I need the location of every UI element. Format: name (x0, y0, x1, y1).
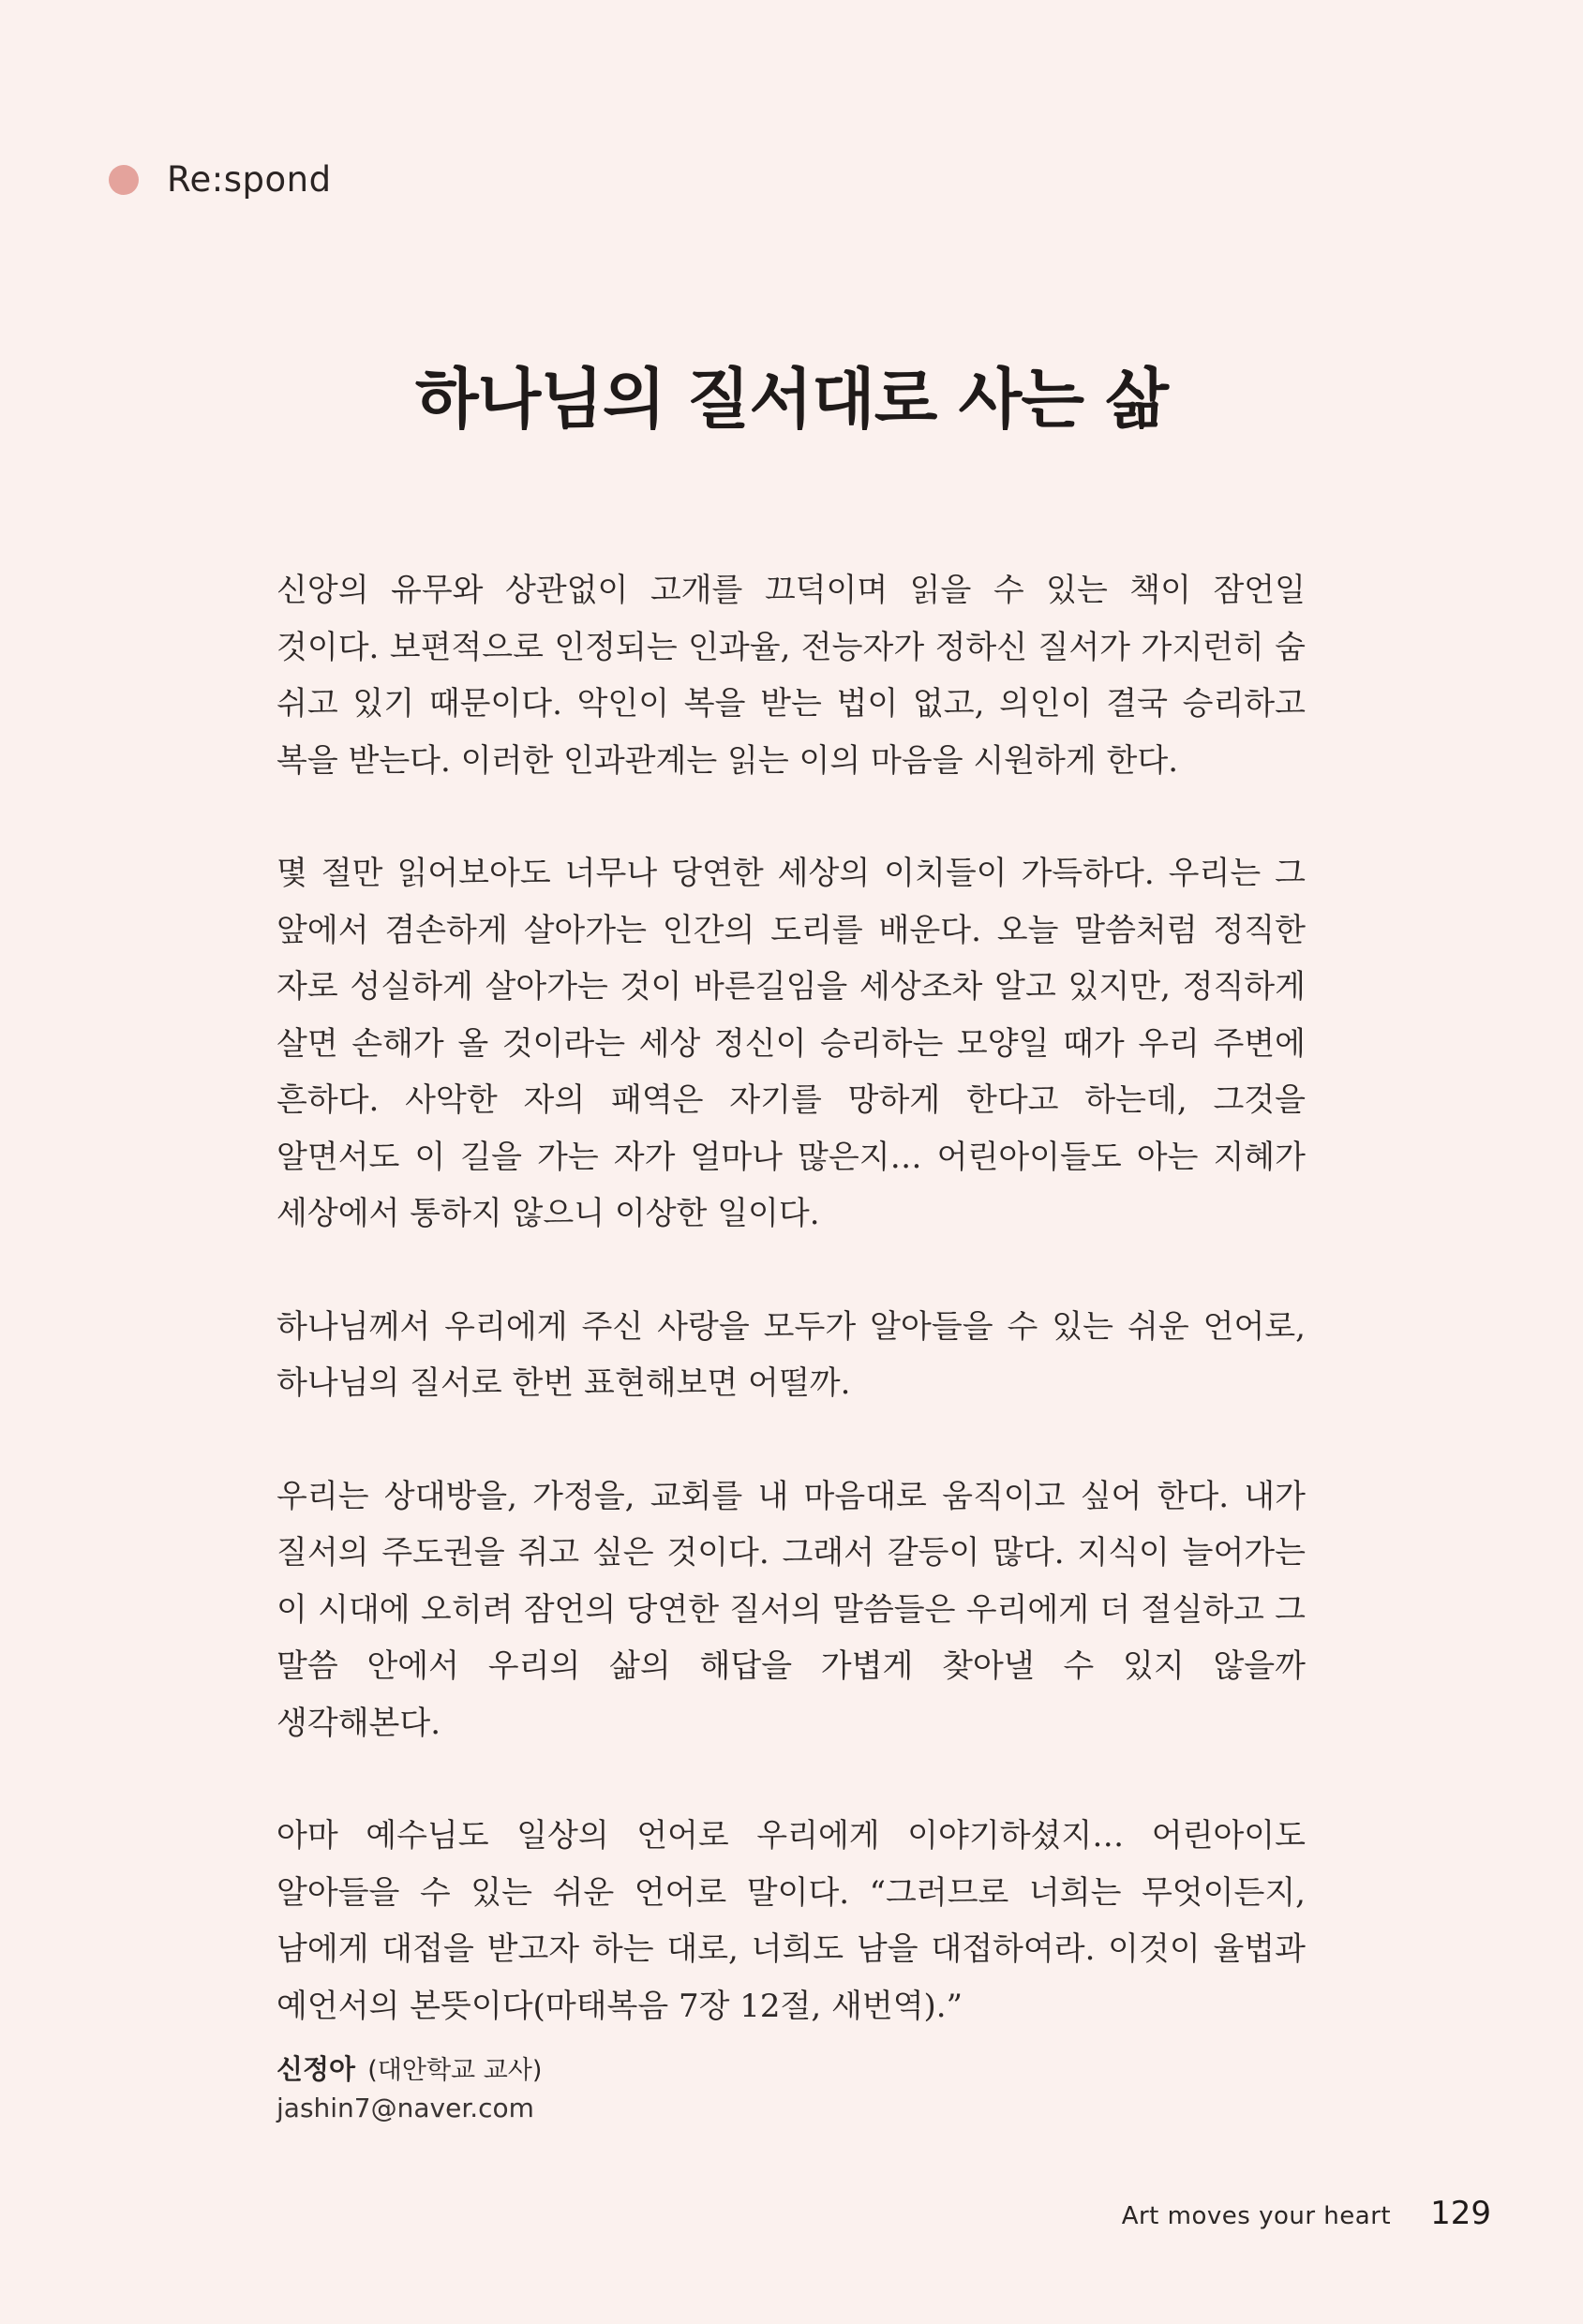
article-body (276, 562, 1306, 2091)
paragraph-2: 몇 절만 읽어보아도 너무나 당연한 세상의 이치들이 가득하다. 우리는 그 앞에서 겸손하게 살아가는 인간의 도리를 배운다. 오늘 말씀처럼 정직한 자로 성실하게 살아가는 것이 바른길임을 세상조차 알고 있지만, 정직하게 살면 손해가 올 것이라는 세상 정신이 승리하는 모양일 때가 우리 주변에 흔하다. 사악한 자의 패역은 자기를 망하게 한다고 하는데, 그것을 알면서도 이 길을 가는 자가 얼마나 많은지… 어린아이들도 아는 지혜가 세상에서 통하지 않으니 이상한 일이다. (276, 855, 1306, 1232)
paragraph-1: 신앙의 유무와 상관없이 고개를 끄덕이며 읽을 수 있는 책이 잠언일 것이다. 보편적으로 인정되는 인과율, 전능자가 정하신 질서가 가지런히 숨 쉬고 있기 때문이다. 악인이 복을 받는 법이 없고, 의인이 결국 승리하고 복을 받는다. 이러한 인과관계는 읽는 이의 마음을 시원하게 한다. (276, 572, 1306, 780)
page-number: 129 (1430, 2195, 1491, 2232)
author-email[interactable]: jashin7@naver.com (276, 2093, 534, 2123)
section-tag (109, 159, 332, 200)
paragraph-3: 하나님께서 우리에게 주신 사랑을 모두가 알아들을 수 있는 쉬운 언어로, 하나님의 질서로 한번 표현해보면 어떨까. (276, 1307, 1306, 1402)
footer-tagline: Art moves your heart (1121, 2202, 1392, 2230)
paragraph-5: 아마 예수님도 일상의 언어로 우리에게 이야기하셨지… 어린아이도 알아들을 수 있는 쉬운 언어로 말이다. “그러므로 너희는 무엇이든지, 남에게 대접을 받고자 하는 대로, 너희도 남을 대접하여라. 이것이 율법과 예언서의 본뜻이다(마태복음 7장 12절, 새번역).” (276, 1817, 1306, 2025)
paragraph-4: 우리는 상대방을, 가정을, 교회를 내 마음대로 움직이고 싶어 한다. 내가 질서의 주도권을 쥐고 싶은 것이다. 그래서 갈등이 많다. 지식이 늘어가는 이 시대에 오히려 잠언의 당연한 질서의 말씀들은 우리에게 더 절실하고 그 말씀 안에서 우리의 삶의 해답을 가볍게 찾아낼 수 있지 않을까 생각해본다. (276, 1477, 1306, 1742)
author-name: 신정아 (276, 2053, 356, 2085)
article-title: 하나님의 질서대로 사는 삶 (415, 360, 1168, 438)
section-dot-icon (109, 165, 139, 195)
page-footer (1122, 2195, 1491, 2232)
section-label: Re:spond (167, 159, 332, 200)
author-block (276, 2050, 542, 2127)
author-role: (대안학교 교사) (367, 2056, 543, 2085)
author-line (276, 2050, 542, 2090)
